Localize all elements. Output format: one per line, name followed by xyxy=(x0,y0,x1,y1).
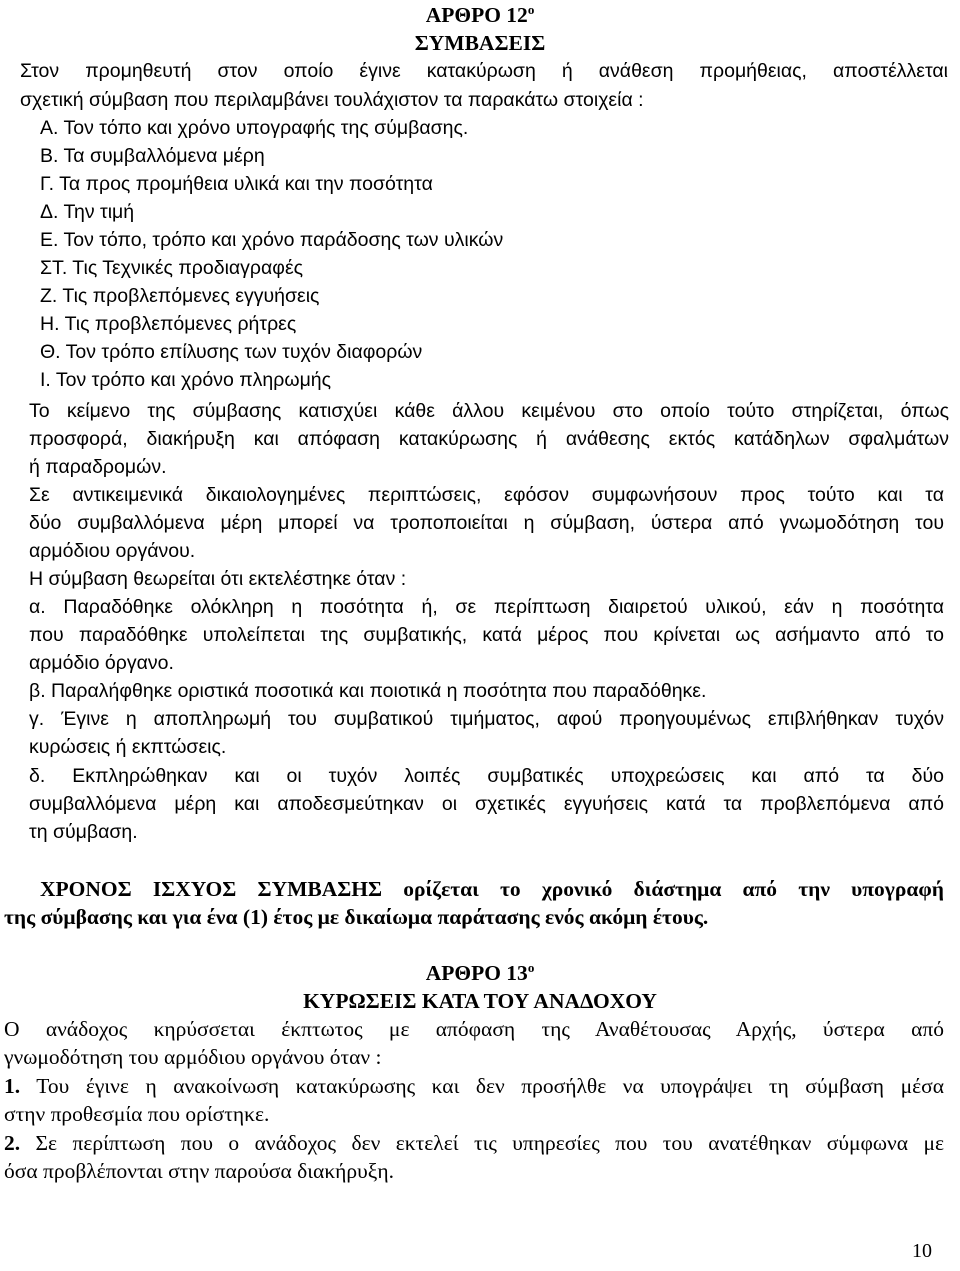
paragraph-line: Ο ανάδοχος κηρύσσεται έκπτωτος με απόφαση της Αναθέτουσας Αρχής, ύστερα από xyxy=(4,1017,944,1041)
paragraph-line: αρμόδιου οργάνου. xyxy=(29,540,196,562)
contract-duration-line: ΧΡΟΝΟΣ ΙΣΧΥΟΣ ΣΥΜΒΑΣΗΣ ορίζεται το χρονικό διάστημα από την υπογραφή xyxy=(40,877,944,901)
article-12-intro-line: Στον προμηθευτή στον οποίο έγινε κατακύρωση ή ανάθεση προμήθειας, αποστέλλεται xyxy=(20,60,948,82)
article-13-title: ΑΡΘΡΟ $13^o$ xyxy=(425,959,535,985)
penalty-item-2: 2. Σε περίπτωση που ο ανάδοχος δεν εκτελεί τις υπηρεσίες που του ανατέθηκαν σύμφωνα με xyxy=(4,1131,944,1155)
list-item: Η. Τις προβλεπόμενες ρήτρες xyxy=(40,313,297,335)
condition-b-line: β. Παραλήφθηκε οριστικά ποσοτικά και ποιοτικά η ποσότητα που παραδόθηκε. xyxy=(29,680,707,702)
paragraph-line: ή παραδρομών. xyxy=(29,456,167,478)
condition-a-line: αρμόδιο όργανο. xyxy=(29,652,174,674)
article-12-subtitle: ΣΥΜΒΑΣΕΙΣ xyxy=(414,31,546,55)
article-13-subtitle: ΚΥΡΩΣΕΙΣ ΚΑΤΑ ΤΟΥ ΑΝΑΔΟΧΟΥ xyxy=(303,989,657,1013)
condition-d-line: δ. Εκπληρώθηκαν και οι τυχόν λοιπές συμβατικές υποχρεώσεις και από τα δύο xyxy=(29,765,944,787)
list-item: ΣΤ. Τις Τεχνικές προδιαγραφές xyxy=(40,257,304,279)
list-item: Β. Τα συμβαλλόμενα μέρη xyxy=(40,145,265,167)
list-item: Ζ. Τις προβλεπόμενες εγγυήσεις xyxy=(40,285,320,307)
paragraph-line: Το κείμενο της σύμβασης κατισχύει κάθε άλλου κειμένου στο οποίο τούτο στηρίζεται, όπως xyxy=(29,400,949,422)
paragraph-line: Σε αντικειμενικά δικαιολογημένες περιπτώσεις, εφόσον συμφωνήσουν προς τούτο και τα xyxy=(29,484,944,506)
condition-a-line: α. Παραδόθηκε ολόκληρη η ποσότητα ή, σε περίπτωση διαιρετού υλικού, εάν η ποσότητα xyxy=(29,596,944,618)
condition-d-line: συμβαλλόμενα μέρη και αποδεσμεύτηκαν οι σχετικές εγγυήσεις κατά τα προβλεπόμενα από xyxy=(29,793,944,815)
condition-d-line: τη σύμβαση. xyxy=(29,821,138,843)
penalty-item-1: 1. Του έγινε η ανακοίνωση κατακύρωσης και δεν προσήλθε να υπογράψει τη σύμβαση μέσα xyxy=(4,1074,944,1098)
paragraph-line: προσφορά, διακήρυξη και απόφαση κατακύρωσης ή ανάθεσης εκτός κατάδηλων σφαλμάτων xyxy=(29,428,949,450)
list-item: Γ. Τα προς προμήθεια υλικά και την ποσότητα xyxy=(40,173,433,195)
condition-g-line: γ. Έγινε η αποπληρωμή του συμβατικού τιμήματος, αφού προηγουμένως επιβλήθηκαν τυχόν xyxy=(29,708,944,730)
page-number: 10 xyxy=(912,1240,932,1262)
penalty-item-2-line: όσα προβλέπονται στην παρούσα διακήρυξη. xyxy=(4,1159,394,1183)
list-item: Ι. Τον τρόπο και χρόνο πληρωμής xyxy=(40,369,332,391)
article-12-intro-line: σχετική σύμβαση που περιλαμβάνει τουλάχιστον τα παρακάτω στοιχεία : xyxy=(20,89,644,111)
paragraph-line: Η σύμβαση θεωρείται ότι εκτελέστηκε όταν : xyxy=(29,568,407,590)
paragraph-line: δύο συμβαλλόμενα μέρη μπορεί να τροποποιείται η σύμβαση, ύστερα από γνωμοδότηση του xyxy=(29,512,944,534)
list-item: Ε. Τον τόπο, τρόπο και χρόνο παράδοσης των υλικών xyxy=(40,229,504,251)
list-item: Θ. Τον τρόπο επίλυσης των τυχόν διαφορών xyxy=(40,341,423,363)
list-item: Δ. Την τιμή xyxy=(40,201,135,223)
list-item: Α. Τον τόπο και χρόνο υπογραφής της σύμβασης. xyxy=(40,117,469,139)
penalty-item-1-line: στην προθεσμία που ορίστηκε. xyxy=(4,1102,270,1126)
paragraph-line: γνωμοδότηση του αρμόδιου οργάνου όταν : xyxy=(4,1045,382,1069)
contract-duration-line: της σύμβασης και για ένα (1) έτος με δικαίωμα παράτασης ενός ακόμη έτους. xyxy=(4,905,709,929)
condition-a-line: που παραδόθηκε υπολείπεται της συμβατικής, κατά μέρος που κρίνεται ως ασήμαντο από το xyxy=(29,624,944,646)
article-12-title: ΑΡΘΡΟ $12^o$ xyxy=(425,1,535,27)
condition-g-line: κυρώσεις ή εκπτώσεις. xyxy=(29,736,227,758)
